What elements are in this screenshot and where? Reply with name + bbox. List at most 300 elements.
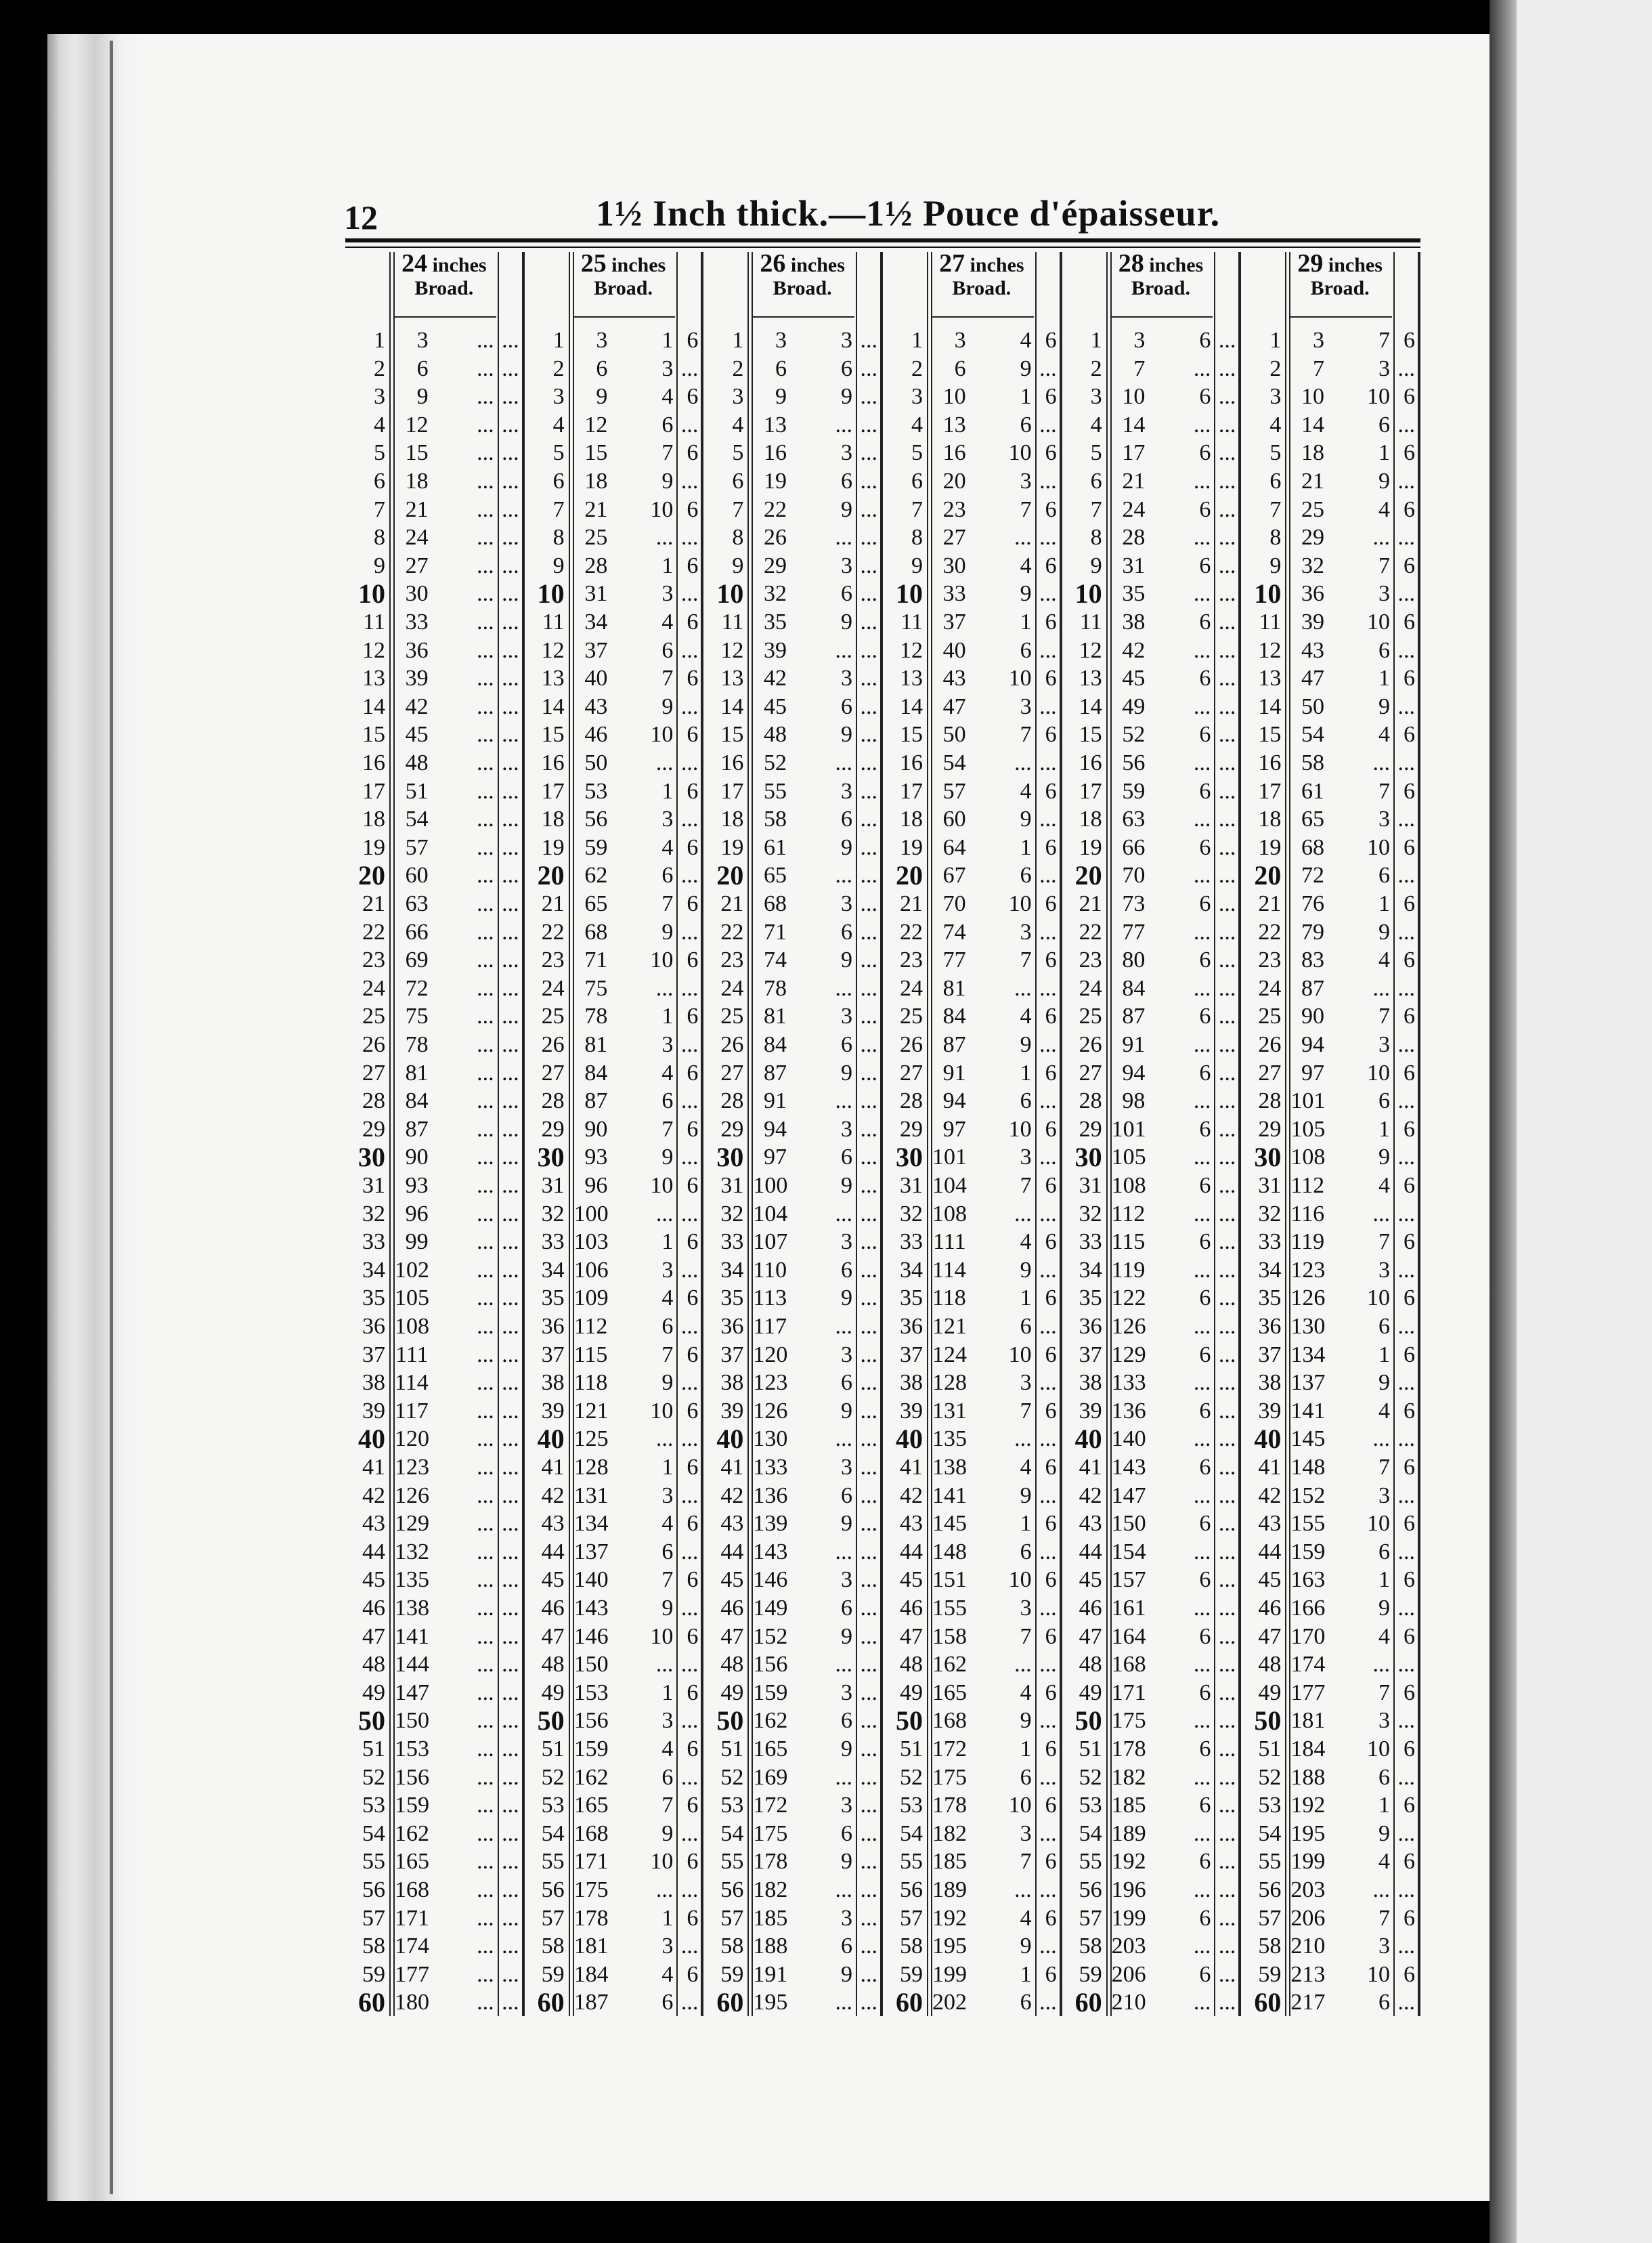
feet-value: 103	[573, 1229, 609, 1255]
row-index: 44	[1258, 1539, 1282, 1564]
inches-value: 9	[1378, 1820, 1390, 1846]
fraction-value: ...	[1218, 581, 1236, 607]
row-index: 25	[720, 1004, 744, 1029]
inches-value: 3	[1020, 1145, 1032, 1170]
header-underline	[753, 316, 854, 318]
fraction-value: ...	[1039, 975, 1057, 1001]
inches-value: 6	[1199, 666, 1211, 691]
row-index: 34	[720, 1257, 744, 1283]
row-index: 49	[900, 1680, 923, 1705]
feet-value: 126	[1111, 1314, 1146, 1339]
fraction-value: ...	[502, 1116, 519, 1142]
row-index: 33	[541, 1229, 565, 1255]
feet-value: 108	[932, 1201, 967, 1226]
feet-value: 148	[932, 1539, 967, 1564]
row-index: 55	[362, 1849, 385, 1875]
row-index: 8	[911, 525, 923, 551]
feet-value: 10	[942, 384, 966, 410]
feet-value: 23	[942, 496, 966, 522]
feet-value: 210	[1111, 1990, 1146, 2015]
feet-value: 26	[763, 525, 787, 551]
inches-value: ...	[477, 1539, 494, 1564]
feet-value: 178	[573, 1905, 609, 1931]
feet-value: 118	[932, 1285, 966, 1311]
fraction-value: ...	[860, 1567, 877, 1593]
column-rule	[747, 252, 749, 2016]
fraction-value: ...	[1218, 975, 1236, 1001]
row-index: 45	[362, 1567, 385, 1593]
feet-value: 210	[1290, 1934, 1326, 1959]
row-index: 52	[720, 1764, 744, 1790]
header-underline	[395, 316, 496, 318]
feet-value: 61	[763, 834, 787, 860]
row-index: 9	[1090, 553, 1102, 578]
fraction-value: ...	[1039, 863, 1057, 889]
row-index: 43	[900, 1511, 923, 1537]
fraction-value: ...	[1218, 947, 1236, 973]
fraction-value: 6	[1045, 440, 1057, 466]
feet-value: 21	[1301, 469, 1324, 494]
inches-value: 1	[1378, 891, 1390, 916]
fraction-value: 6	[1045, 1849, 1057, 1875]
fraction-value: ...	[502, 1032, 519, 1057]
width-unit: inches	[965, 254, 1024, 276]
fraction-value: ...	[680, 1257, 699, 1283]
inches-value: 9	[840, 1623, 852, 1649]
feet-value: 108	[395, 1314, 429, 1339]
row-index: 1	[911, 328, 923, 353]
inches-value: ...	[1193, 1820, 1211, 1846]
inches-value: ...	[477, 610, 494, 635]
row-index: 35	[720, 1285, 744, 1311]
feet-value: 79	[1301, 919, 1324, 945]
feet-value: 27	[942, 525, 966, 551]
inches-value: 1	[1020, 1060, 1032, 1086]
feet-value: 68	[584, 919, 608, 945]
fraction-value: ...	[502, 1623, 519, 1649]
fraction-value: ...	[502, 778, 519, 804]
column-header	[932, 249, 1031, 316]
inches-value: ...	[835, 1201, 852, 1226]
row-index: 56	[362, 1877, 385, 1902]
feet-value: 30	[942, 553, 966, 578]
row-index: 59	[900, 1961, 923, 1987]
fraction-value: ...	[1218, 1623, 1236, 1649]
feet-value: 84	[942, 1004, 966, 1029]
row-index: 8	[1090, 525, 1102, 551]
row-index: 48	[362, 1652, 385, 1678]
row-index: 2	[1090, 356, 1102, 381]
inches-value: 6	[1020, 637, 1032, 663]
fraction-value: ...	[860, 919, 877, 945]
feet-value: 147	[395, 1680, 429, 1705]
feet-value: 96	[584, 1173, 608, 1198]
fraction-value: 6	[1045, 1567, 1057, 1593]
feet-value: 45	[763, 693, 787, 719]
row-index: 13	[720, 666, 744, 691]
feet-value: 36	[405, 637, 429, 663]
feet-value: 188	[1290, 1764, 1326, 1790]
fraction-value: 6	[1403, 1736, 1415, 1761]
fraction-value: ...	[502, 947, 519, 973]
fraction-value: ...	[1039, 1764, 1057, 1790]
fraction-value: ...	[860, 1511, 877, 1537]
inches-value: ...	[655, 1877, 674, 1902]
fraction-value: ...	[1397, 1482, 1415, 1508]
fraction-value: 6	[1403, 384, 1415, 410]
inches-value: ...	[1014, 1877, 1032, 1902]
row-index: 4	[732, 412, 744, 437]
row-index: 37	[720, 1342, 744, 1367]
feet-value: 213	[1290, 1961, 1326, 1987]
row-index: 2	[732, 356, 744, 381]
feet-value: 175	[573, 1877, 609, 1902]
fraction-value: ...	[502, 1990, 519, 2015]
row-index: 27	[1079, 1060, 1102, 1086]
inches-value: 10	[650, 496, 674, 522]
feet-value: 22	[763, 496, 787, 522]
fraction-value: ...	[502, 384, 519, 410]
inches-value: 6	[1199, 947, 1211, 973]
fraction-value: ...	[1218, 1849, 1236, 1875]
row-index: 50	[537, 1705, 565, 1736]
fraction-value: ...	[1039, 1201, 1057, 1226]
feet-value: 78	[763, 975, 787, 1001]
inches-value: ...	[477, 1623, 494, 1649]
inches-value: ...	[1193, 1201, 1211, 1226]
fraction-value: ...	[680, 919, 699, 945]
row-index: 37	[1079, 1342, 1102, 1367]
fraction-value: ...	[1397, 1032, 1415, 1057]
inches-value: 9	[840, 834, 852, 860]
inches-value: ...	[477, 891, 494, 916]
row-index: 46	[720, 1596, 744, 1621]
fraction-value: ...	[502, 1820, 519, 1846]
row-index: 16	[1079, 750, 1102, 775]
fraction-value: 6	[687, 1623, 699, 1649]
feet-value: 17	[1122, 440, 1146, 466]
inches-value: 9	[661, 1370, 674, 1396]
fraction-value: 6	[687, 1849, 699, 1875]
fraction-value: ...	[502, 356, 519, 381]
fraction-value: ...	[860, 1426, 877, 1452]
fraction-value: ...	[502, 1314, 519, 1339]
inches-value: ...	[655, 975, 674, 1001]
inches-value: 1	[1020, 834, 1032, 860]
feet-value: 13	[763, 412, 787, 437]
fraction-value: ...	[1218, 750, 1236, 775]
feet-value: 137	[1290, 1370, 1326, 1396]
inches-value: 4	[1378, 1623, 1390, 1649]
row-index: 19	[541, 834, 565, 860]
feet-value: 65	[584, 891, 608, 916]
column-rule	[389, 252, 391, 2016]
row-index: 48	[1258, 1652, 1282, 1678]
row-index: 10	[1074, 578, 1102, 610]
fraction-value: ...	[1218, 1736, 1236, 1761]
fraction-value: ...	[502, 1905, 519, 1931]
inches-value: ...	[835, 1539, 852, 1564]
fraction-value: ...	[502, 553, 519, 578]
feet-value: 162	[395, 1820, 429, 1846]
fraction-value: ...	[502, 1342, 519, 1367]
row-index: 34	[900, 1257, 923, 1283]
inches-value: 7	[661, 440, 674, 466]
row-index: 45	[1258, 1567, 1282, 1593]
column-header	[1112, 249, 1211, 316]
inches-value: 10	[650, 1173, 674, 1198]
row-index: 60	[716, 1987, 744, 2018]
feet-value: 45	[405, 722, 429, 748]
row-index: 11	[900, 610, 923, 635]
inches-value: ...	[1193, 356, 1211, 381]
row-index: 7	[911, 496, 923, 522]
feet-value: 138	[932, 1455, 967, 1480]
inches-value: ...	[1014, 525, 1032, 551]
row-index: 60	[537, 1987, 565, 2018]
inches-value: 10	[1366, 384, 1390, 410]
fraction-value: ...	[1039, 1088, 1057, 1114]
feet-value: 172	[932, 1736, 967, 1761]
row-index: 17	[362, 778, 385, 804]
row-index: 50	[716, 1705, 744, 1736]
row-index: 20	[1254, 860, 1282, 891]
feet-value: 162	[753, 1708, 788, 1734]
inches-value: 3	[1378, 1032, 1390, 1057]
row-index: 15	[362, 722, 385, 748]
inches-value: ...	[477, 1342, 494, 1367]
row-index: 7	[374, 496, 385, 522]
feet-value: 138	[395, 1596, 429, 1621]
row-index: 21	[541, 891, 565, 916]
fraction-value: ...	[502, 1934, 519, 1959]
fraction-value: ...	[1397, 1708, 1415, 1734]
feet-value: 100	[573, 1201, 609, 1226]
fraction-value: ...	[502, 807, 519, 832]
inches-value: 1	[1378, 666, 1390, 691]
fraction-value: 6	[1045, 778, 1057, 804]
feet-value: 94	[1301, 1032, 1324, 1057]
fraction-value: ...	[1218, 328, 1236, 353]
inches-value: 6	[1199, 1398, 1211, 1424]
fraction-value: ...	[860, 693, 877, 719]
feet-value: 20	[942, 469, 966, 494]
row-index: 7	[1090, 496, 1102, 522]
fraction-value: ...	[1039, 1032, 1057, 1057]
feet-value: 141	[932, 1482, 967, 1508]
inches-value: ...	[477, 1934, 494, 1959]
fraction-value: ...	[1039, 412, 1057, 437]
fraction-value: 6	[1045, 891, 1057, 916]
inches-value: 6	[1199, 440, 1211, 466]
row-index: 28	[720, 1088, 744, 1114]
fraction-value: ...	[1397, 807, 1415, 832]
inches-value: 6	[1199, 1060, 1211, 1086]
inches-value: 10	[1366, 834, 1390, 860]
fraction-value: ...	[680, 807, 699, 832]
feet-value: 120	[753, 1342, 788, 1367]
inches-value: 4	[661, 834, 674, 860]
feet-value: 217	[1290, 1990, 1326, 2015]
fraction-value: ...	[502, 1426, 519, 1452]
feet-value: 195	[1290, 1820, 1326, 1846]
inches-value: ...	[477, 1567, 494, 1593]
fraction-value: ...	[860, 610, 877, 635]
row-index: 16	[362, 750, 385, 775]
row-index: 36	[1258, 1314, 1282, 1339]
inches-value: 3	[840, 553, 852, 578]
fraction-value: ...	[502, 1201, 519, 1226]
feet-value: 150	[573, 1652, 609, 1678]
inches-value: 6	[1020, 1314, 1032, 1339]
inches-value: 7	[1378, 1680, 1390, 1705]
feet-value: 156	[753, 1652, 788, 1678]
feet-value: 178	[932, 1793, 967, 1818]
feet-value: 174	[395, 1934, 429, 1959]
fraction-value: ...	[1218, 1173, 1236, 1198]
row-index: 39	[1258, 1398, 1282, 1424]
row-index: 30	[1254, 1142, 1282, 1173]
inches-value: ...	[1372, 1426, 1390, 1452]
row-index: 9	[1269, 553, 1282, 578]
row-index: 6	[374, 469, 385, 494]
row-index: 59	[1079, 1961, 1102, 1987]
feet-value: 31	[1122, 553, 1146, 578]
inches-value: ...	[835, 1652, 852, 1678]
inches-value: 6	[1020, 863, 1032, 889]
inches-value: 7	[661, 891, 674, 916]
row-index: 45	[541, 1567, 565, 1593]
feet-value: 91	[1122, 1032, 1146, 1057]
feet-value: 202	[932, 1990, 967, 2015]
column-header	[753, 249, 852, 316]
fraction-value: ...	[1397, 525, 1415, 551]
feet-value: 99	[405, 1229, 429, 1255]
fraction-value: 6	[1045, 1229, 1057, 1255]
fraction-value: 6	[1403, 610, 1415, 635]
row-index: 54	[720, 1820, 744, 1846]
fraction-value: ...	[1039, 1145, 1057, 1170]
fraction-value: ...	[1039, 807, 1057, 832]
fraction-value: ...	[1039, 469, 1057, 494]
inches-value: 10	[1366, 1736, 1390, 1761]
row-index: 32	[1079, 1201, 1102, 1226]
inches-value: ...	[477, 1257, 494, 1283]
inches-value: ...	[477, 1145, 494, 1170]
inches-value: 3	[840, 1229, 852, 1255]
row-index: 8	[552, 525, 565, 551]
row-index: 45	[720, 1567, 744, 1593]
feet-value: 178	[753, 1849, 788, 1875]
row-index: 22	[541, 919, 565, 945]
inches-value: ...	[1372, 1652, 1390, 1678]
feet-value: 29	[763, 553, 787, 578]
row-index: 23	[1079, 947, 1102, 973]
inches-value: ...	[1193, 1708, 1211, 1734]
fraction-value: ...	[680, 1314, 699, 1339]
row-index: 12	[900, 637, 923, 663]
column-group-26	[703, 249, 883, 2018]
row-index: 5	[552, 440, 565, 466]
fraction-value: 6	[1045, 1398, 1057, 1424]
feet-value: 54	[1301, 722, 1324, 748]
inches-value: 6	[840, 356, 852, 381]
row-index: 25	[900, 1004, 923, 1029]
feet-value: 165	[932, 1680, 967, 1705]
fraction-value: 6	[1045, 1455, 1057, 1480]
row-index: 33	[1258, 1229, 1282, 1255]
fraction-value: ...	[860, 1736, 877, 1761]
fraction-value: ...	[502, 891, 519, 916]
inches-value: 3	[1020, 1596, 1032, 1621]
inches-value: ...	[1014, 975, 1032, 1001]
inches-value: 3	[840, 1680, 852, 1705]
fraction-value: 6	[687, 1285, 699, 1311]
row-index: 52	[900, 1764, 923, 1790]
row-index: 36	[720, 1314, 744, 1339]
row-index: 27	[720, 1060, 744, 1086]
inches-value: 6	[1378, 412, 1390, 437]
inches-value: ...	[477, 356, 494, 381]
inches-value: ...	[835, 1990, 852, 2015]
feet-value: 192	[1111, 1849, 1146, 1875]
inches-value: ...	[1193, 750, 1211, 775]
fraction-value: ...	[502, 610, 519, 635]
row-index: 39	[1079, 1398, 1102, 1424]
fraction-value: ...	[1397, 1877, 1415, 1902]
inches-value: 6	[661, 1539, 674, 1564]
row-index: 11	[1259, 610, 1282, 635]
inches-value: 3	[1020, 1820, 1032, 1846]
inches-value: 6	[840, 1820, 852, 1846]
inches-value: ...	[477, 919, 494, 945]
feet-value: 61	[1301, 778, 1324, 804]
inches-value: 6	[661, 1990, 674, 2015]
fraction-value: 6	[687, 1116, 699, 1142]
inches-value: ...	[477, 1793, 494, 1818]
feet-value: 169	[753, 1764, 788, 1790]
inches-value: 9	[1378, 1596, 1390, 1621]
feet-value: 122	[1111, 1285, 1146, 1311]
inches-value: 7	[661, 1116, 674, 1142]
inches-value: 7	[1378, 1905, 1390, 1931]
feet-value: 145	[1290, 1426, 1326, 1452]
row-index: 33	[1079, 1229, 1102, 1255]
inches-value: ...	[1193, 637, 1211, 663]
inches-value: 6	[840, 1596, 852, 1621]
feet-value: 83	[1301, 947, 1324, 973]
width-number: 26	[760, 249, 786, 278]
feet-value: 112	[573, 1314, 608, 1339]
row-index: 44	[541, 1539, 565, 1564]
inches-value: 7	[1020, 1173, 1032, 1198]
fraction-value: ...	[1218, 1539, 1236, 1564]
row-index: 10	[537, 578, 565, 610]
fraction-value: ...	[1218, 919, 1236, 945]
feet-value: 182	[753, 1877, 788, 1902]
feet-value: 174	[1290, 1652, 1326, 1678]
inches-value: 6	[1199, 1623, 1211, 1649]
fraction-value: ...	[860, 356, 877, 381]
fraction-value: 6	[1045, 1116, 1057, 1142]
row-index: 31	[1258, 1173, 1282, 1198]
feet-value: 18	[584, 469, 608, 494]
fraction-value: 6	[1403, 1398, 1415, 1424]
feet-value: 65	[1301, 807, 1324, 832]
row-index: 32	[900, 1201, 923, 1226]
fraction-value: 6	[1403, 1680, 1415, 1705]
fraction-value: ...	[502, 1849, 519, 1875]
